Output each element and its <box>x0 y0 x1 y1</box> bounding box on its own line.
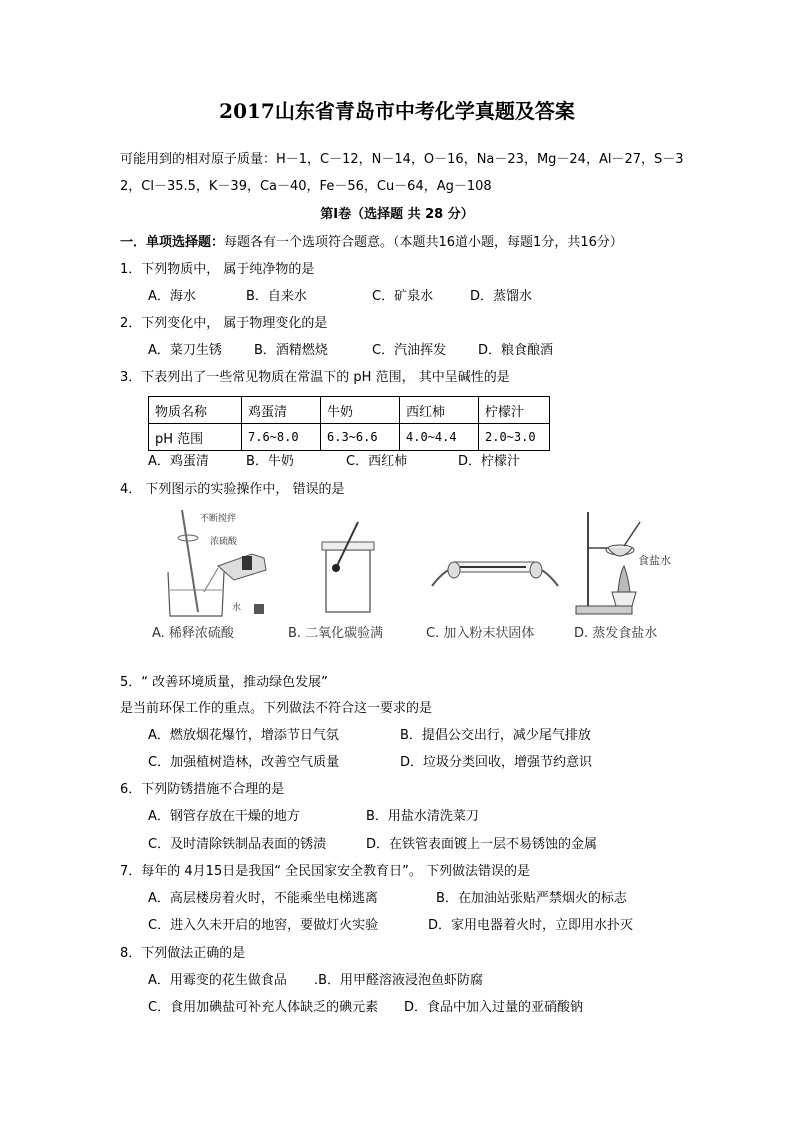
part1-heading-line <box>120 233 623 253</box>
fig-label-brine: 食盐水 <box>638 554 671 567</box>
ph-table-cell: 6.3~6.6 <box>321 424 400 451</box>
evaporate-brine-diagram <box>572 508 682 620</box>
q5-option-a: A．燃放烟花爆竹，增添节日气氛 <box>148 728 339 743</box>
q4-caption-b: B. 二氧化碳验满 <box>288 626 384 641</box>
fig-label-water: 水 <box>232 603 242 613</box>
ph-table <box>148 396 550 451</box>
q5-option-d: D．垃圾分类回收，增强节约意识 <box>400 755 593 770</box>
add-powder-diagram <box>430 540 560 600</box>
q8-option-d: D．食品中加入过量的亚硝酸钠 <box>404 1000 584 1015</box>
fig-label-stir: 不断搅拌 <box>200 514 237 524</box>
q4-caption-c: C. 加入粉末状固体 <box>426 626 535 641</box>
ph-table-cell: 柠檬汁 <box>479 397 550 424</box>
q3-option-b: B．牛奶 <box>246 454 294 469</box>
q7-option-c: C．进入久未开启的地窖，要做灯火实验 <box>148 918 379 933</box>
q7-stem: 7．每年的 4月15日是我国“ 全民国家安全教育日”。 下列做法错误的是 <box>120 864 530 879</box>
q5-option-c: C．加强植树造林，改善空气质量 <box>148 755 340 770</box>
q8-option-a: A．用霉变的花生做食品 <box>148 973 287 988</box>
ph-table-cell: 7.6~8.0 <box>242 424 321 451</box>
q1-stem: 1．下列物质中， 属于纯净物的是 <box>120 262 315 277</box>
q2-stem: 2．下列变化中， 属于物理变化的是 <box>120 316 328 331</box>
ph-table-cell: 牛奶 <box>321 397 400 424</box>
ph-table-cell: pH 范围 <box>149 424 242 451</box>
q4-caption-a: A. 稀释浓硫酸 <box>152 626 234 641</box>
q1-option-c: C．矿泉水 <box>372 289 434 304</box>
q7-option-a: A．高层楼房着火时，不能乘坐电梯逃离 <box>148 891 378 906</box>
q6-option-a: A．钢管存放在干燥的地方 <box>148 809 300 824</box>
ph-table-header-row <box>149 397 550 424</box>
q3-option-d: D．柠檬汁 <box>458 454 521 469</box>
ph-table-cell: 鸡蛋清 <box>242 397 321 424</box>
q7-option-b: B．在加油站张贴严禁烟火的标志 <box>436 891 627 906</box>
q5-option-b: B．提倡公交出行，减少尾气排放 <box>400 728 591 743</box>
ph-table-row <box>149 424 550 451</box>
part1-instructions: 每题各有一个选项符合题意。（本题共16道小题，每题1分，共16分） <box>224 235 623 250</box>
q2-option-a: A．菜刀生锈 <box>148 343 222 358</box>
co2-test-diagram <box>306 520 386 620</box>
q6-option-c: C．及时清除铁制品表面的锈渍 <box>148 837 327 852</box>
ph-table-cell: 西红柿 <box>400 397 479 424</box>
q2-option-b: B．酒精燃烧 <box>254 343 328 358</box>
q6-option-b: B．用盐水清洗菜刀 <box>366 809 479 824</box>
q2-option-d: D．粮食酿酒 <box>478 343 554 358</box>
q1-option-b: B．自来水 <box>246 289 307 304</box>
fig-label-acid: 浓硫酸 <box>210 537 238 547</box>
q8-stem: 8．下列做法正确的是 <box>120 946 246 961</box>
q8-option-b: .B．用甲醛溶液浸泡鱼虾防腐 <box>314 973 484 988</box>
section-title: 第Ⅰ卷（选择题 共 28 分） <box>320 207 474 222</box>
dilute-acid-diagram <box>160 508 280 620</box>
ph-table-cell: 4.0~4.4 <box>400 424 479 451</box>
q3-stem: 3．下表列出了一些常见物质在常温下的 pH 范围， 其中呈碱性的是 <box>120 370 510 385</box>
q6-option-d: D．在铁管表面镀上一层不易锈蚀的金属 <box>366 837 598 852</box>
q4-stem: 4． 下列图示的实验操作中， 错误的是 <box>120 482 345 497</box>
q4-caption-d: D. 蒸发食盐水 <box>574 626 658 641</box>
q3-option-c: C．西红柿 <box>346 454 408 469</box>
page-title: 2017山东省青岛市中考化学真题及答案 <box>219 99 575 123</box>
q7-option-d: D．家用电器着火时，立即用水扑灭 <box>428 918 634 933</box>
q2-option-c: C．汽油挥发 <box>372 343 447 358</box>
ph-table-cell: 2.0~3.0 <box>479 424 550 451</box>
q1-option-a: A．海水 <box>148 289 196 304</box>
atomic-mass-line-2: 2，Cl－35.5，K－39，Ca－40，Fe－56，Cu－64，Ag－108 <box>120 179 492 194</box>
q6-stem: 6．下列防锈措施不合理的是 <box>120 782 285 797</box>
q8-option-c: C．食用加碘盐可补充人体缺乏的碘元素 <box>148 1000 379 1015</box>
atomic-mass-line-1: 可能用到的相对原子质量：H－1，C－12，N－14，O－16，Na－23，Mg－24，Al－27，S－3 <box>120 152 684 167</box>
q5-stem-1: 5．“ 改善环境质量，推动绿色发展” <box>120 675 328 690</box>
q5-stem-2: 是当前环保工作的重点。下列做法不符合这一要求的是 <box>120 701 433 716</box>
part1-heading: 一．单项选择题： <box>120 235 225 250</box>
ph-table-cell: 物质名称 <box>149 397 242 424</box>
q3-option-a: A．鸡蛋清 <box>148 454 209 469</box>
q1-option-d: D．蒸馏水 <box>470 289 533 304</box>
